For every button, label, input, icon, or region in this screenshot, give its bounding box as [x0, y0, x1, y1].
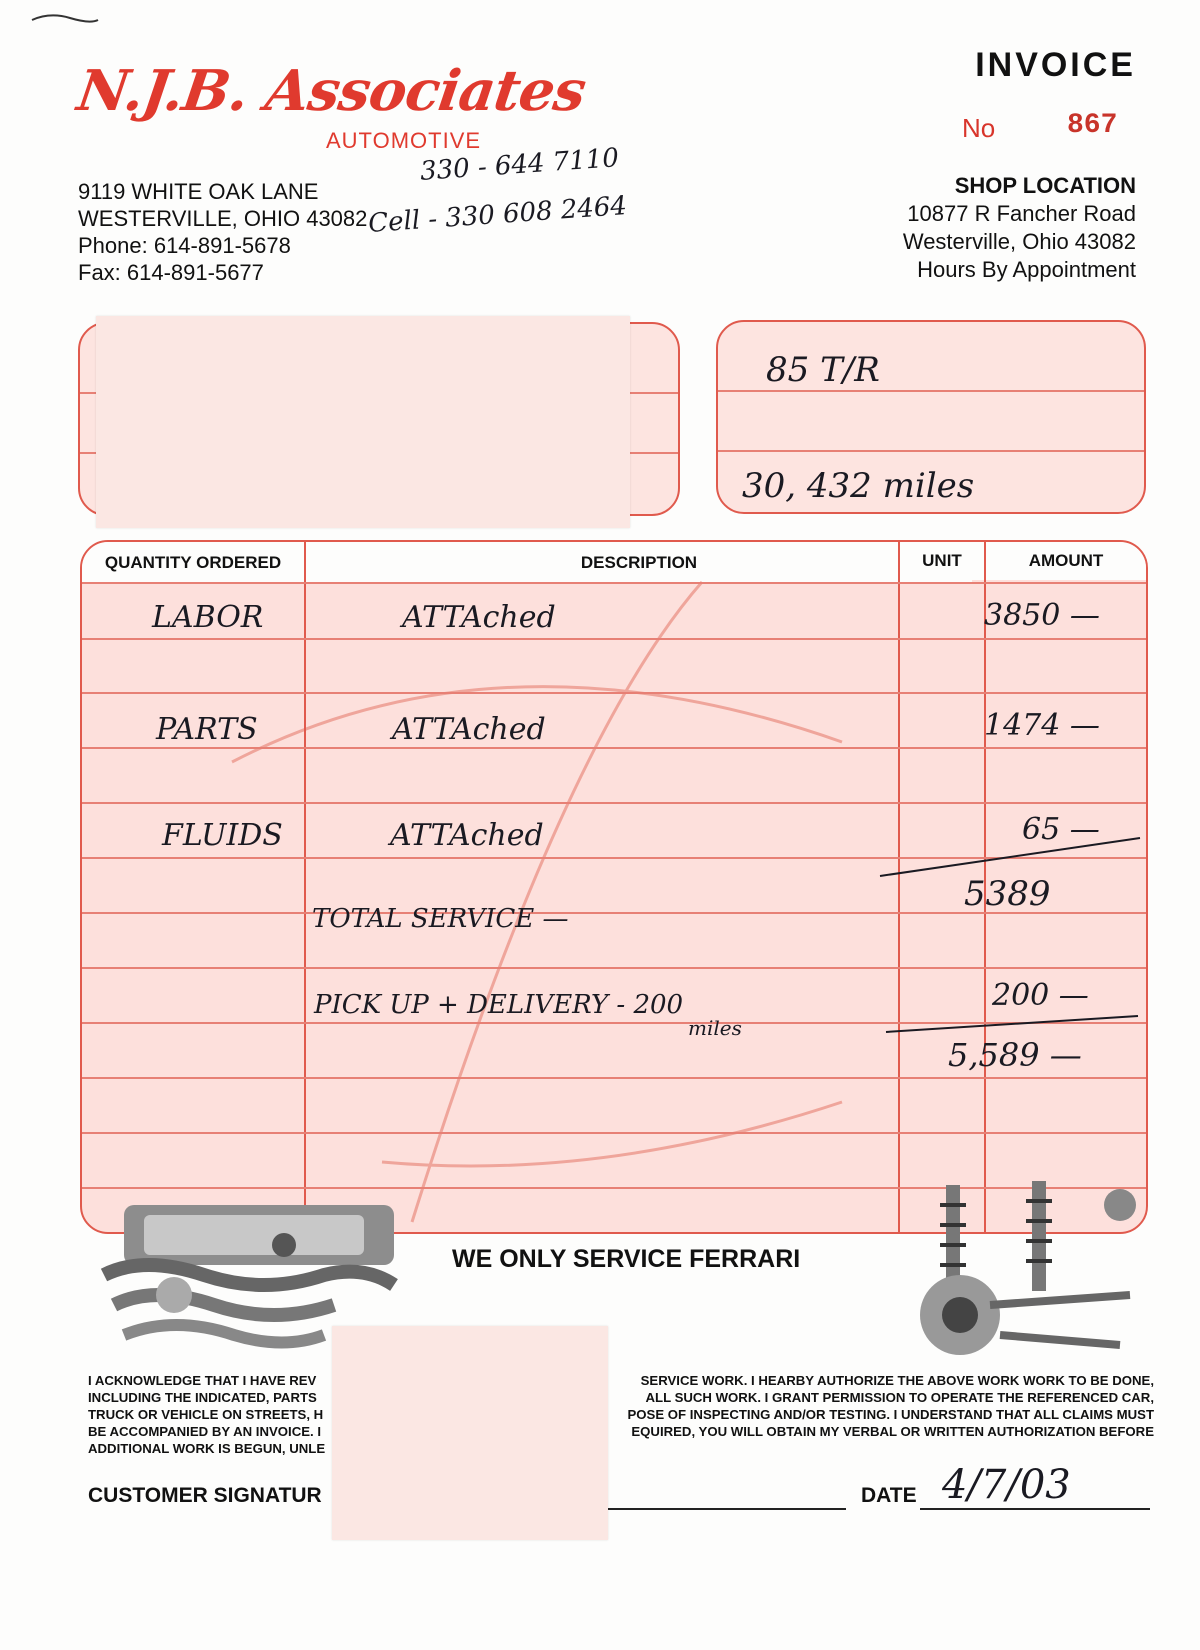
- company-phone: Phone: 614-891-5678: [78, 233, 291, 258]
- address-line-2: WESTERVILLE, OHIO 43082: [78, 206, 368, 231]
- authorization-text: [88, 1372, 1154, 1457]
- company-address-block: [78, 178, 367, 286]
- header-description: DESCRIPTION: [306, 542, 972, 582]
- row-5-description-note: miles: [688, 1016, 742, 1040]
- row-2-quantity: PARTS: [156, 712, 258, 747]
- line-items-table: [80, 540, 1148, 1234]
- row-rule: [82, 638, 1146, 640]
- box-rule: [718, 450, 1144, 452]
- row-2-amount: 1474 —: [984, 708, 1100, 743]
- company-logo: N.J.B. Associates: [73, 58, 590, 124]
- signature-line: [580, 1508, 846, 1510]
- row-1-amount: 3850 —: [984, 598, 1100, 633]
- shop-hours: Hours By Appointment: [917, 257, 1136, 282]
- row-4-description: TOTAL SERVICE —: [312, 904, 569, 934]
- row-2-description: ATTAched: [392, 712, 546, 747]
- header-quantity: QUANTITY ORDERED: [82, 542, 304, 582]
- shop-location-block: [903, 172, 1136, 284]
- row-rule: [82, 1077, 1146, 1079]
- corner-mark: [30, 8, 100, 28]
- header-unit: UNIT: [900, 540, 984, 580]
- invoice-number-label: No: [962, 113, 996, 143]
- legal-line-4-left: BE ACCOMPANIED BY AN INVOICE. I: [88, 1424, 322, 1439]
- grand-total-rule: [882, 1008, 1142, 1038]
- date-label: DATE: [861, 1484, 917, 1507]
- row-rule: [82, 802, 1146, 804]
- date-value: 4/7/03: [942, 1462, 1071, 1508]
- shop-line-1: 10877 R Fancher Road: [907, 201, 1136, 226]
- row-3-quantity: FLUIDS: [162, 818, 283, 853]
- row-6-amount: 5,589 —: [948, 1036, 1082, 1074]
- row-3-description: ATTAched: [390, 818, 544, 853]
- shop-line-2: Westerville, Ohio 43082: [902, 229, 1136, 254]
- handwritten-cell: Cell - 330 608 2464: [367, 190, 628, 240]
- vehicle-model: 85 T/R: [766, 350, 880, 390]
- column-divider: [898, 542, 900, 1232]
- company-division: AUTOMOTIVE: [326, 128, 482, 153]
- row-1-description: ATTAched: [402, 600, 556, 635]
- company-fax: Fax: 614-891-5677: [78, 260, 264, 285]
- invoice-number: 867: [1067, 110, 1118, 141]
- redaction-sticker-bottom: [332, 1326, 608, 1540]
- row-rule: [82, 582, 1146, 584]
- column-divider: [304, 542, 306, 1232]
- service-tagline: WE ONLY SERVICE FERRARI: [452, 1245, 801, 1273]
- row-5-amount: 200 —: [992, 978, 1089, 1013]
- date-line: [920, 1508, 1150, 1510]
- legal-line-2-left: INCLUDING THE INDICATED, PARTS: [88, 1390, 317, 1405]
- address-line-1: 9119 WHITE OAK LANE: [78, 179, 319, 204]
- row-4-amount: 5389: [964, 874, 1051, 914]
- legal-line-3-left: TRUCK OR VEHICLE ON STREETS, H: [88, 1407, 324, 1422]
- row-rule: [82, 967, 1146, 969]
- shop-heading: SHOP LOCATION: [954, 173, 1136, 198]
- legal-line-1-left: I ACKNOWLEDGE THAT I HAVE REV: [88, 1373, 317, 1388]
- customer-signature-label: CUSTOMER SIGNATUR: [88, 1484, 322, 1507]
- row-rule: [82, 1132, 1146, 1134]
- legal-line-1-right: SERVICE WORK. I HEARBY AUTHORIZE THE ABOVE WORK WORK TO BE DONE,: [640, 1373, 1154, 1388]
- row-rule: [82, 692, 1146, 694]
- row-1-quantity: LABOR: [152, 600, 264, 635]
- handwritten-phone: 330 - 644 7110: [419, 143, 620, 187]
- row-3-amount: 65 —: [1022, 812, 1100, 847]
- row-5-description: PICK UP + DELIVERY - 200: [314, 990, 684, 1020]
- legal-line-4-right: EQUIRED, YOU WILL OBTAIN MY VERBAL OR WRITTEN AUTHORIZATION BEFORE: [631, 1424, 1154, 1439]
- legal-line-5-left: ADDITIONAL WORK IS BEGUN, UNLE: [88, 1441, 326, 1456]
- row-rule: [82, 747, 1146, 749]
- box-rule: [718, 390, 1144, 392]
- legal-line-3-right: POSE OF INSPECTING AND/OR TESTING. I UNDERSTAND THAT ALL CLAIMS MUST: [627, 1407, 1154, 1422]
- redaction-sticker: [96, 316, 630, 528]
- vehicle-mileage: 30, 432 miles: [742, 466, 975, 506]
- invoice-title: INVOICE: [975, 46, 1136, 84]
- header-amount: AMOUNT: [986, 540, 1146, 580]
- suspension-illustration: [900, 1175, 1150, 1375]
- legal-line-2-right: ALL SUCH WORK. I GRANT PERMISSION TO OPERATE THE REFERENCED CAR,: [645, 1390, 1154, 1405]
